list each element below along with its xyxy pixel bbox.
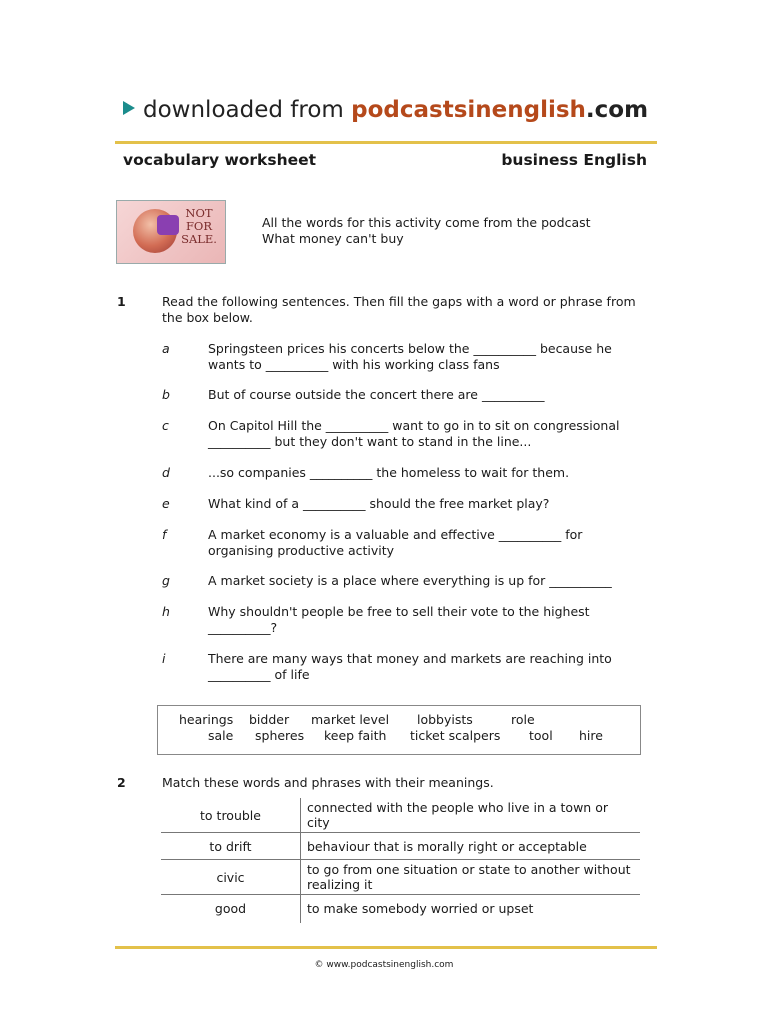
word-item: ticket scalpers <box>410 728 501 743</box>
brand-part2: inenglish <box>467 97 586 123</box>
table-row <box>161 860 640 895</box>
word-item: tool <box>529 728 553 743</box>
question-letter-i: i <box>162 651 166 666</box>
logo-line3: SALE. <box>181 232 217 246</box>
word-item: lobbyists <box>417 712 473 727</box>
word-item: role <box>511 712 535 727</box>
word-item: bidder <box>249 712 290 727</box>
intro-line1: All the words for this activity come from the podcast <box>262 215 591 230</box>
question-b: But of course outside the concert there are __________ <box>208 387 545 402</box>
question-e: What kind of a __________ should the free market play? <box>208 496 550 511</box>
section-2-instruction: Match these words and phrases with their meanings. <box>162 775 494 790</box>
section-2-number: 2 <box>117 775 126 790</box>
worksheet-title: vocabulary worksheet <box>123 151 317 169</box>
word-box <box>157 705 641 755</box>
brand-part1: podcasts <box>351 97 468 123</box>
play-arrow-icon <box>123 101 135 115</box>
question-a: Springsteen prices his concerts below the __________ because he wants to __________ with his working class fans <box>208 341 612 372</box>
question-g: A market society is a place where everything is up for __________ <box>208 573 612 588</box>
question-letter-h: h <box>162 604 170 619</box>
section-1-number: 1 <box>117 294 126 309</box>
matching-table <box>161 798 640 923</box>
question-letter-e: e <box>162 496 170 511</box>
logo-line2: FOR <box>185 219 213 233</box>
site-header <box>123 97 648 123</box>
meaning-cell: behaviour that is morally right or acceptable <box>301 833 641 860</box>
term-cell: good <box>161 895 301 923</box>
brand-part3: .com <box>585 97 649 123</box>
question-letter-f: f <box>162 527 167 542</box>
question-letter-a: a <box>162 341 170 356</box>
table-row <box>161 895 640 923</box>
word-item: keep faith <box>324 728 387 743</box>
section-1-instruction: Read the following sentences. Then fill the gaps with a word or phrase from the box below. <box>162 294 636 325</box>
question-letter-d: d <box>162 465 170 480</box>
word-item: hire <box>579 728 603 743</box>
meaning-cell: to make somebody worried or upset <box>307 901 534 917</box>
question-d: ...so companies __________ the homeless to wait for them. <box>208 465 570 480</box>
table-row <box>161 833 640 860</box>
meaning-cell: to go from one situation or state to another without realizing it <box>301 860 641 895</box>
term-cell: to trouble <box>161 798 301 833</box>
question-i: There are many ways that money and markets are reaching into __________ of life <box>208 651 612 682</box>
footer-copyright: © www.podcastsinenglish.com <box>314 960 454 970</box>
question-letter-g: g <box>162 573 170 588</box>
question-letter-b: b <box>162 387 170 402</box>
header-prefix: downloaded from <box>143 97 352 123</box>
logo-line1: NOT <box>185 206 213 220</box>
subject-title: business English <box>501 151 647 169</box>
not-for-sale-image <box>116 200 226 264</box>
intro-line2: What money can't buy <box>262 231 404 246</box>
question-h: Why shouldn't people be free to sell their vote to the highest __________? <box>208 604 590 635</box>
table-row <box>161 798 640 833</box>
word-item: sale <box>208 728 234 743</box>
logo-text <box>177 207 221 246</box>
intro-text <box>262 215 591 247</box>
word-item: hearings <box>179 712 234 727</box>
question-f: A market economy is a valuable and effective __________ for organising productive activity <box>208 527 583 558</box>
footer-rule <box>115 946 657 949</box>
word-item: market level <box>311 712 390 727</box>
header-rule <box>115 141 657 144</box>
question-c: On Capitol Hill the __________ want to go in to sit on congressional __________ but they don't want to stand in the line... <box>208 418 620 449</box>
shopping-bag-icon <box>157 215 179 235</box>
term-cell: to drift <box>161 833 301 860</box>
meaning-cell: connected with the people who live in a town or city <box>301 798 641 833</box>
question-letter-c: c <box>162 418 169 433</box>
term-cell: civic <box>161 860 301 895</box>
word-item: spheres <box>255 728 305 743</box>
